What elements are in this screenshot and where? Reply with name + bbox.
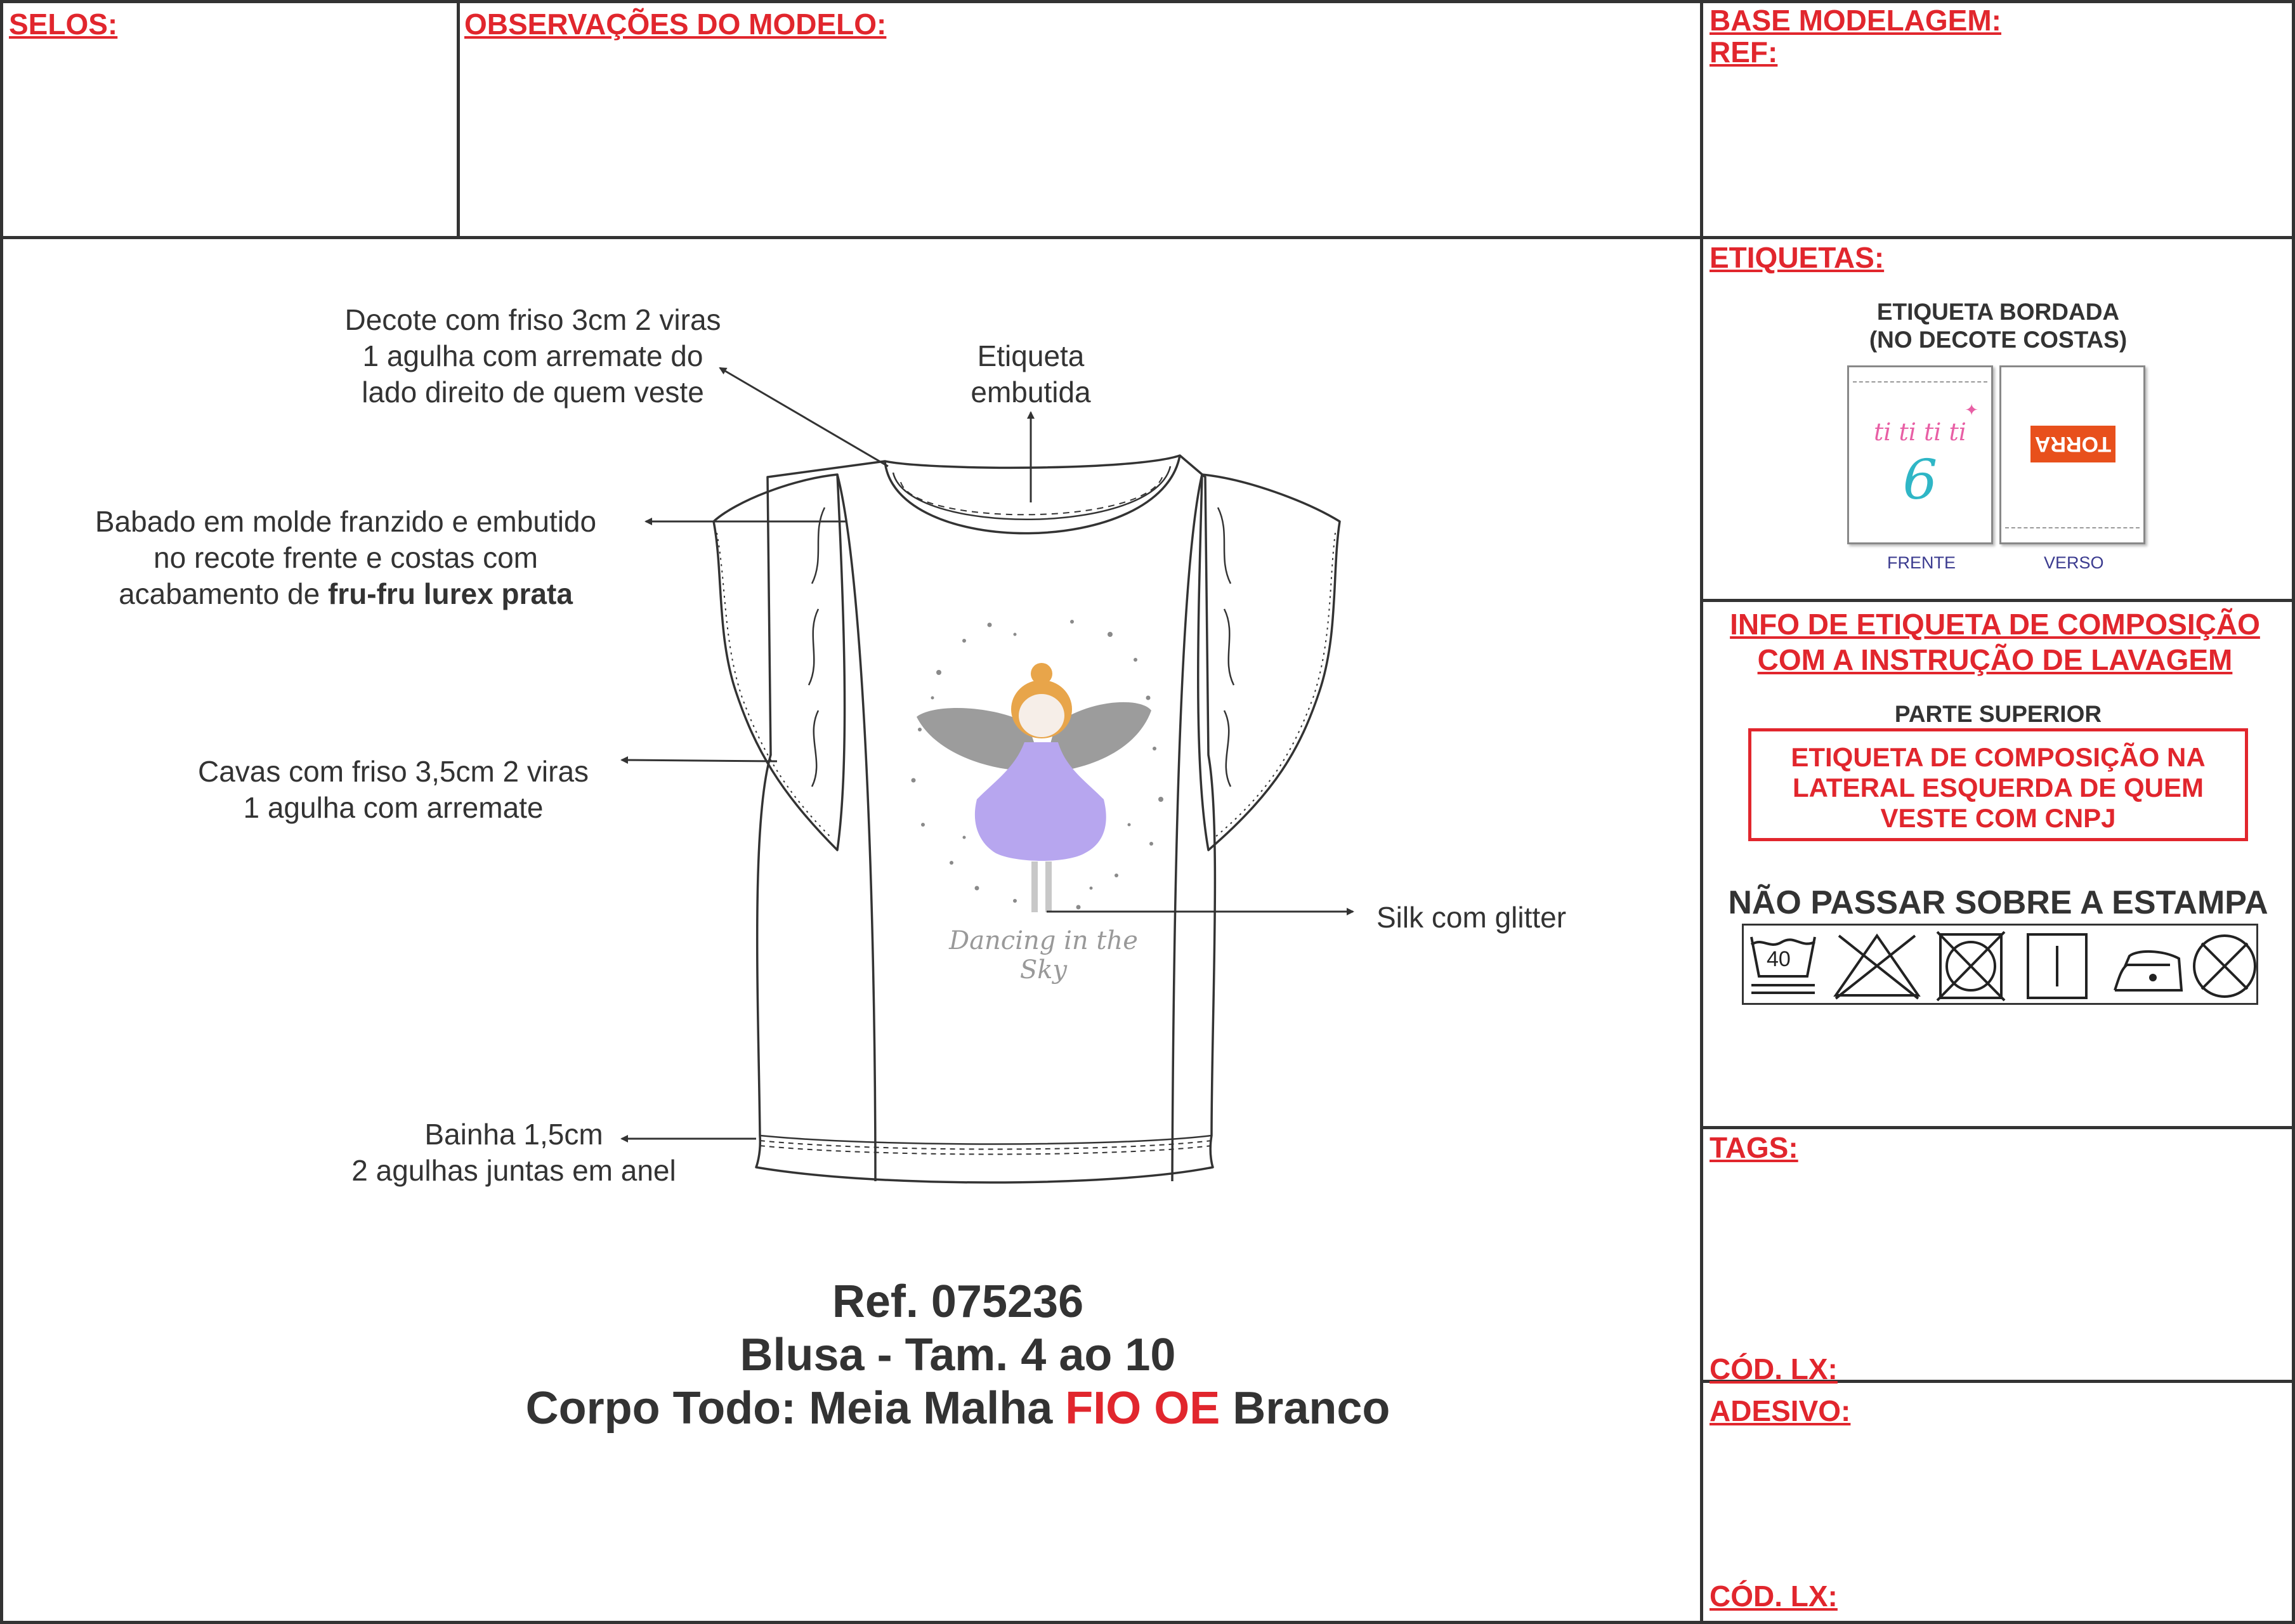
product-ref: Ref. 075236 [832, 1276, 1084, 1327]
bainha-line-1: Bainha 1,5cm [424, 1118, 603, 1151]
torra-logo [2030, 426, 2115, 462]
decote-line-3: lado direito de quem veste [362, 376, 704, 409]
hem-stitch-2 [760, 1146, 1212, 1155]
tags-header: TAGS: [1710, 1131, 1798, 1164]
wash-temp: 40 [1767, 947, 1791, 971]
front-caption: FRENTE [1887, 553, 1956, 572]
hem-stitch-1 [760, 1141, 1212, 1149]
cavas-line-1: Cavas com friso 3,5cm 2 viras [197, 755, 589, 788]
cavas-line-2: 1 agulha com arremate [243, 791, 544, 824]
bainha-note [324, 1116, 704, 1189]
no-bleach-icon [1836, 936, 1918, 999]
decote-line-1: Decote com friso 3cm 2 viras [344, 303, 721, 336]
cod-lx-2: CÓD. LX: [1710, 1580, 1838, 1613]
no-dry-clean-icon [2194, 936, 2255, 997]
body-suffix: Branco [1220, 1383, 1390, 1434]
etiqueta-note [936, 338, 1126, 410]
hem-line [760, 1136, 1212, 1144]
info-header-line1: INFO DE ETIQUETA DE COMPOSIÇÃO [1730, 608, 2260, 641]
label-title-2: (NO DECOTE COSTAS) [1869, 327, 2128, 353]
torra-logo-text: TORRA [2034, 432, 2112, 457]
base-modelagem-header: BASE MODELAGEM: [1710, 4, 2001, 37]
composition-position: PARTE SUPERIOR [1894, 701, 2102, 727]
print-warning: NÃO PASSAR SOBRE A ESTAMPA [1728, 884, 2268, 921]
composition-line-1: ETIQUETA DE COMPOSIÇÃO NA [1791, 742, 2206, 772]
label-back [1999, 365, 2145, 544]
left-ruffle [714, 475, 845, 850]
babado-prefix: acabamento de [119, 577, 328, 610]
product-body [381, 1382, 1535, 1435]
iron-low-icon [2115, 952, 2181, 990]
bainha-line-2: 2 agulhas juntas em anel [351, 1154, 676, 1187]
decote-line-2: 1 agulha com arremate do [362, 339, 703, 372]
etiqueta-line-1: Etiqueta [977, 339, 1085, 372]
selos-header: SELOS: [9, 8, 118, 41]
silk-note: Silk com glitter [1376, 901, 1567, 934]
babado-bold: fru-fru lurex prata [327, 577, 573, 610]
right-ruffle [1198, 475, 1340, 850]
adesivo-header: ADESIVO: [1710, 1394, 1851, 1427]
label-title-1: ETIQUETA BORDADA [1876, 299, 2120, 325]
composition-line-3: VESTE COM CNPJ [1880, 803, 2116, 833]
body-highlight: FIO OE [1065, 1383, 1220, 1434]
label-front-dash [1853, 381, 1987, 383]
decote-note [311, 302, 755, 410]
babado-line-3 [63, 576, 628, 612]
iron-dot [2149, 974, 2157, 981]
label-front-brand: ti ti ti ti [1874, 418, 1966, 446]
sparkle-icon: ✦ [1965, 400, 1978, 419]
etiqueta-line-2: embutida [971, 376, 1091, 409]
babado-note [63, 504, 628, 612]
fairy-print [912, 620, 1164, 912]
babado-line-1: Babado em molde franzido e embutido [95, 505, 597, 538]
product-desc: Blusa - Tam. 4 ao 10 [740, 1330, 1176, 1380]
babado-line-2: no recote frente e costas com [154, 541, 538, 574]
right-ruffle-edge [1215, 533, 1335, 837]
label-front [1847, 365, 1993, 544]
fairy-face [1019, 694, 1064, 737]
arrow-cavas [622, 760, 777, 761]
info-header-line2: COM A INSTRUÇÃO DE LAVAGEM [1757, 643, 2233, 676]
composition-line-2: LATERAL ESQUERDA DE QUEM [1793, 773, 2204, 802]
etiquetas-header: ETIQUETAS: [1710, 241, 1885, 274]
print-caption: Dancing in the Sky [949, 926, 1138, 985]
body-prefix: Corpo Todo: Meia Malha [525, 1383, 1066, 1434]
label-back-dash [2005, 527, 2140, 528]
care-symbols-svg [1744, 926, 2260, 1007]
line-dry-icon [2028, 934, 2086, 998]
no-tumble-dry-icon [1937, 932, 2004, 1000]
cod-lx-1: CÓD. LX: [1710, 1352, 1838, 1385]
label-front-size: 6 [1902, 449, 1938, 512]
right-panel-seam [1172, 475, 1202, 1181]
fairy-leg-left [1031, 861, 1038, 912]
observacoes-header: OBSERVAÇÕES DO MODELO: [464, 8, 887, 41]
care-symbols [1742, 924, 2258, 1005]
left-ruffle-gather-1 [809, 508, 825, 787]
fairy-leg-right [1045, 861, 1052, 912]
ref-header: REF: [1710, 36, 1778, 69]
cavas-note [171, 754, 615, 826]
right-ruffle-gather-1 [1218, 508, 1234, 787]
back-caption: VERSO [2044, 553, 2104, 572]
